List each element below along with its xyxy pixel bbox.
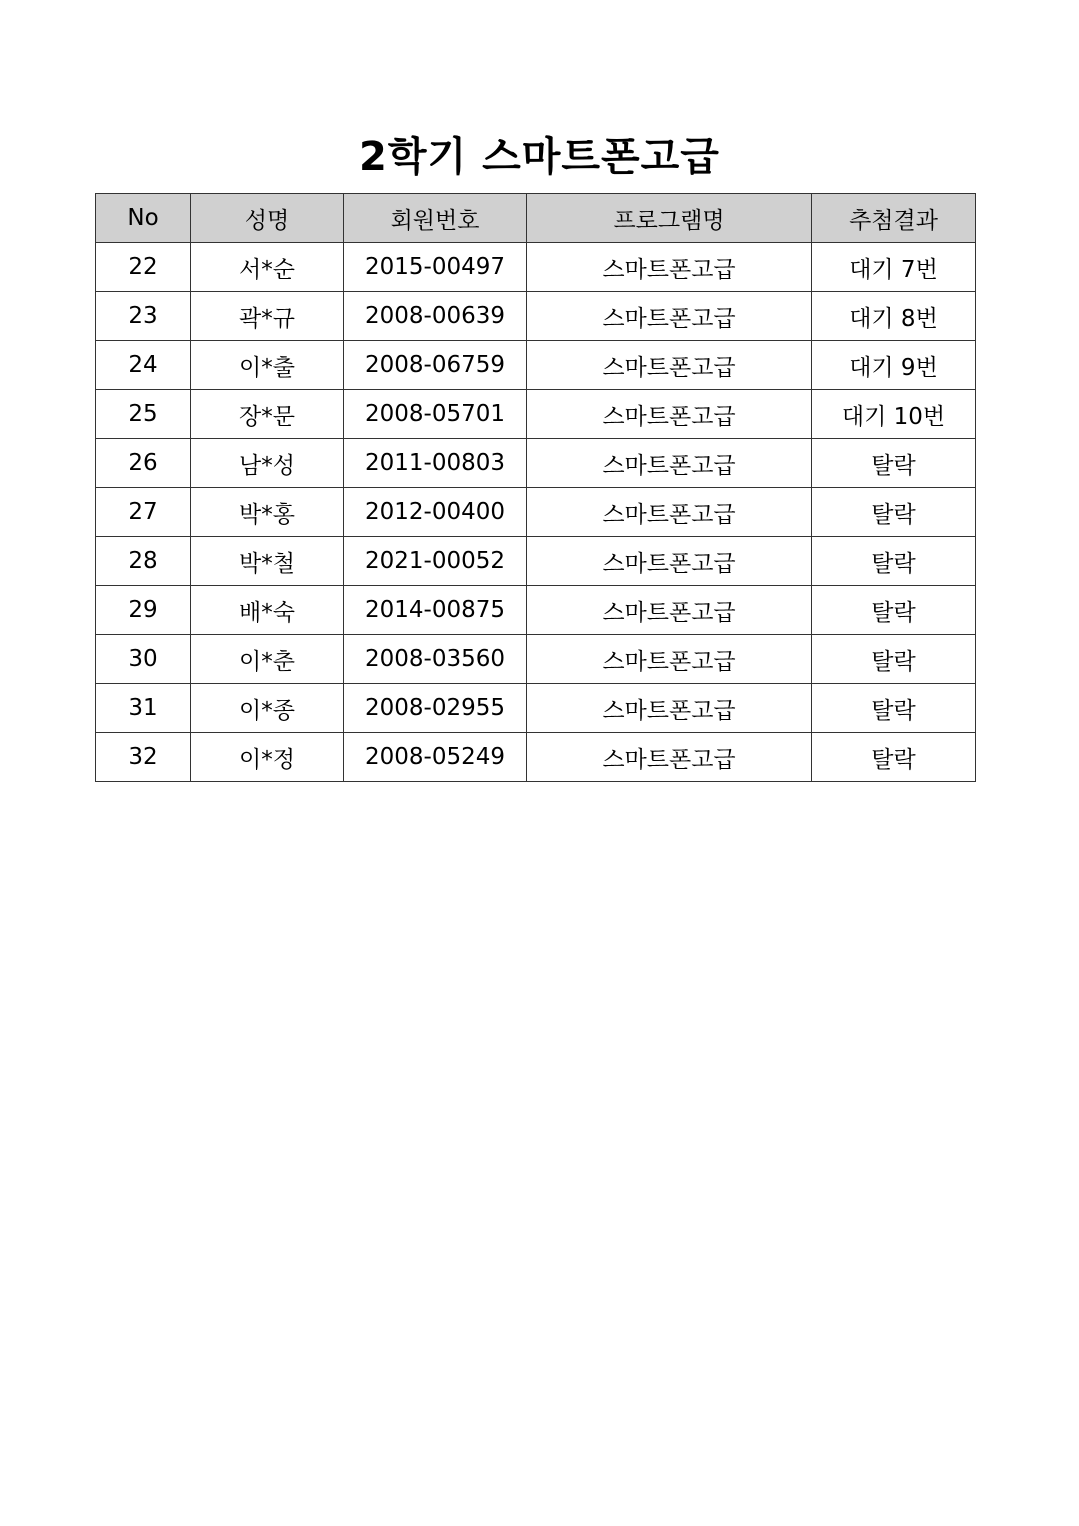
cell-no: 27: [96, 488, 191, 537]
header-draw-result: 추첨결과: [812, 194, 976, 243]
table-row: [96, 243, 976, 292]
table-row: [96, 390, 976, 439]
table-row: [96, 292, 976, 341]
cell-member-number: 2014-00875: [344, 586, 527, 635]
cell-member-number: 2012-00400: [344, 488, 527, 537]
cell-draw-result: 탈락: [812, 586, 976, 635]
table-row: [96, 537, 976, 586]
cell-program-name: 스마트폰고급: [527, 488, 812, 537]
cell-no: 26: [96, 439, 191, 488]
cell-program-name: 스마트폰고급: [527, 243, 812, 292]
cell-no: 31: [96, 684, 191, 733]
cell-program-name: 스마트폰고급: [527, 292, 812, 341]
cell-program-name: 스마트폰고급: [527, 733, 812, 782]
cell-no: 29: [96, 586, 191, 635]
cell-member-number: 2011-00803: [344, 439, 527, 488]
table-row: [96, 341, 976, 390]
table-row: [96, 488, 976, 537]
cell-program-name: 스마트폰고급: [527, 390, 812, 439]
table-row: [96, 439, 976, 488]
table-header-row: [96, 194, 976, 243]
cell-name: 남*성: [191, 439, 344, 488]
cell-name: 이*종: [191, 684, 344, 733]
cell-member-number: 2008-00639: [344, 292, 527, 341]
cell-no: 28: [96, 537, 191, 586]
header-member-number: 회원번호: [344, 194, 527, 243]
cell-no: 30: [96, 635, 191, 684]
cell-draw-result: 탈락: [812, 439, 976, 488]
cell-draw-result: 탈락: [812, 684, 976, 733]
cell-draw-result: 탈락: [812, 537, 976, 586]
cell-name: 박*철: [191, 537, 344, 586]
cell-name: 장*문: [191, 390, 344, 439]
cell-member-number: 2015-00497: [344, 243, 527, 292]
page-title: 2학기 스마트폰고급: [359, 133, 720, 180]
cell-name: 이*정: [191, 733, 344, 782]
cell-draw-result: 탈락: [812, 488, 976, 537]
table-row: [96, 635, 976, 684]
cell-name: 곽*규: [191, 292, 344, 341]
cell-program-name: 스마트폰고급: [527, 341, 812, 390]
cell-no: 23: [96, 292, 191, 341]
cell-program-name: 스마트폰고급: [527, 537, 812, 586]
cell-draw-result: 대기 10번: [812, 390, 976, 439]
lottery-result-table: [95, 193, 976, 782]
cell-draw-result: 대기 9번: [812, 341, 976, 390]
cell-member-number: 2008-02955: [344, 684, 527, 733]
cell-draw-result: 탈락: [812, 635, 976, 684]
cell-name: 박*홍: [191, 488, 344, 537]
cell-member-number: 2021-00052: [344, 537, 527, 586]
cell-program-name: 스마트폰고급: [527, 684, 812, 733]
cell-no: 25: [96, 390, 191, 439]
cell-program-name: 스마트폰고급: [527, 635, 812, 684]
cell-no: 22: [96, 243, 191, 292]
cell-program-name: 스마트폰고급: [527, 439, 812, 488]
cell-name: 서*순: [191, 243, 344, 292]
table-row: [96, 684, 976, 733]
cell-name: 이*춘: [191, 635, 344, 684]
cell-member-number: 2008-05249: [344, 733, 527, 782]
table-row: [96, 586, 976, 635]
header-program-name: 프로그램명: [527, 194, 812, 243]
cell-draw-result: 대기 7번: [812, 243, 976, 292]
cell-no: 24: [96, 341, 191, 390]
cell-name: 배*숙: [191, 586, 344, 635]
cell-member-number: 2008-03560: [344, 635, 527, 684]
header-no: No: [96, 194, 191, 243]
table-row: [96, 733, 976, 782]
cell-no: 32: [96, 733, 191, 782]
cell-member-number: 2008-05701: [344, 390, 527, 439]
cell-draw-result: 탈락: [812, 733, 976, 782]
cell-member-number: 2008-06759: [344, 341, 527, 390]
cell-program-name: 스마트폰고급: [527, 586, 812, 635]
cell-name: 이*출: [191, 341, 344, 390]
header-name: 성명: [191, 194, 344, 243]
cell-draw-result: 대기 8번: [812, 292, 976, 341]
